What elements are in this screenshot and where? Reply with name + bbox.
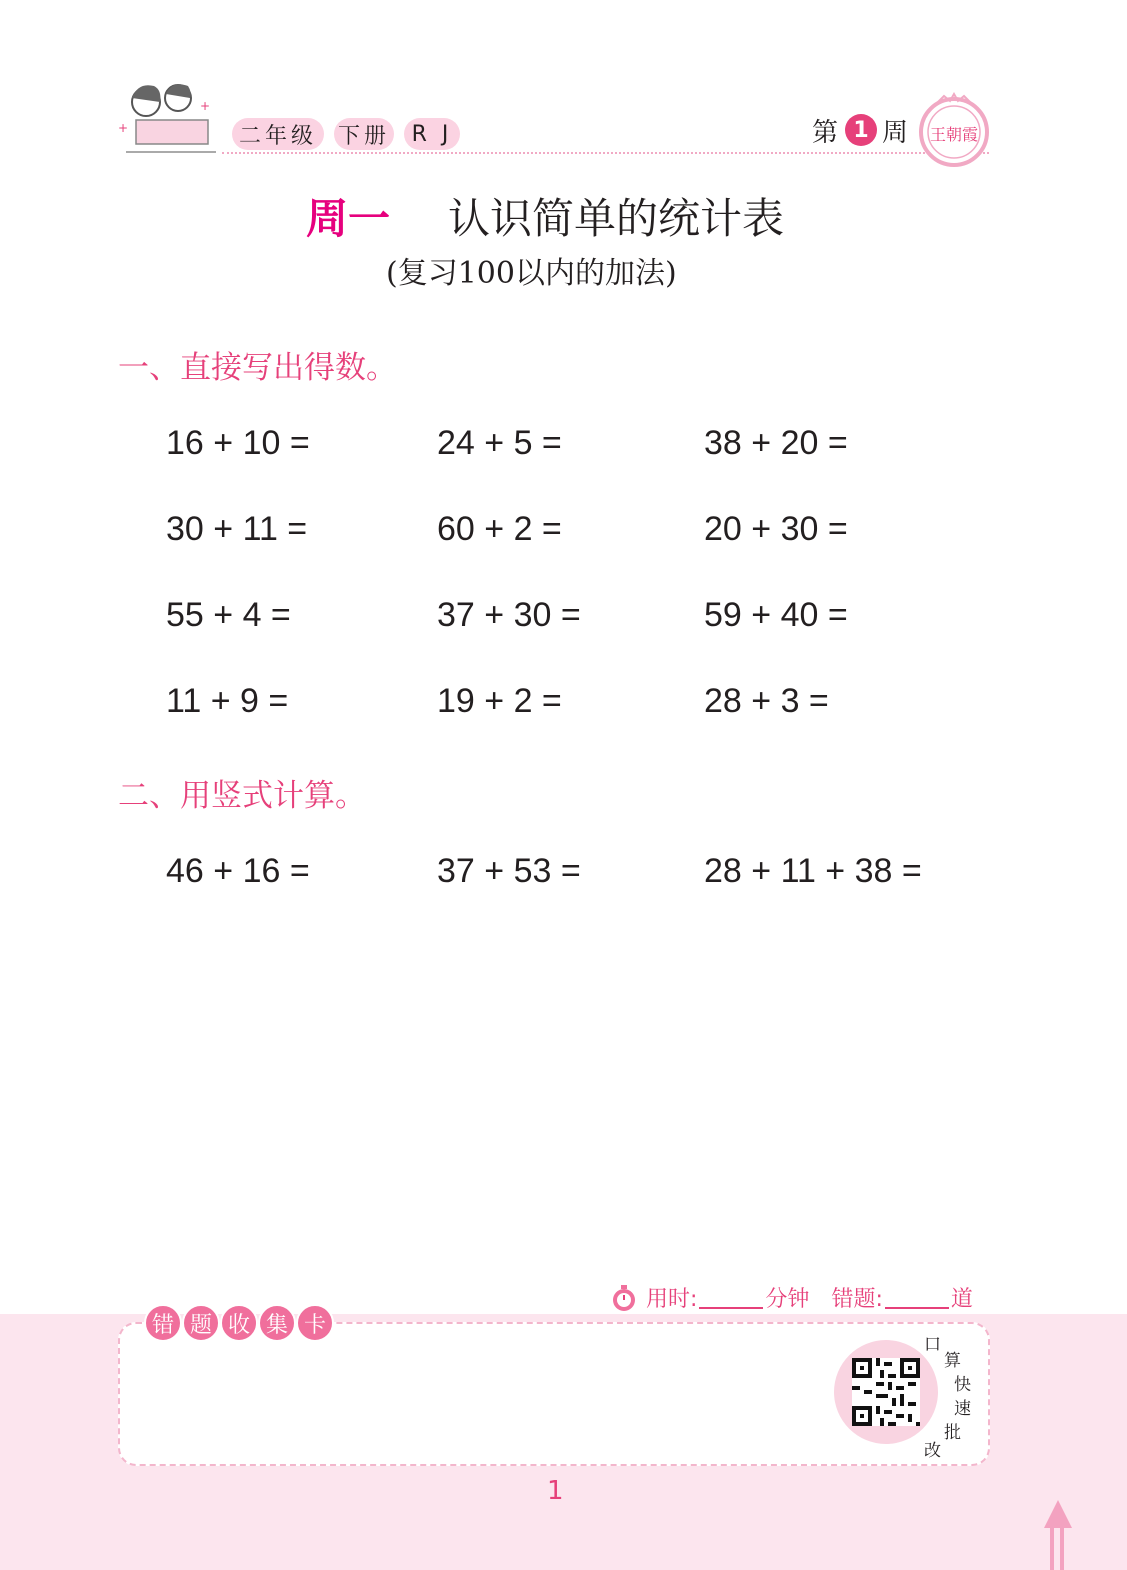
problem: 59 + 40 =	[704, 596, 848, 634]
volume-pill: 下册	[334, 118, 394, 150]
problem: 11 + 9 =	[166, 682, 289, 720]
page-number: 1	[547, 1476, 564, 1506]
scan-text-char: 改	[924, 1441, 941, 1461]
card-title-char: 题	[182, 1304, 220, 1342]
time-label: 用时:	[646, 1287, 698, 1312]
arrow-up-icon	[1040, 1498, 1076, 1570]
problem: 28 + 11 + 38 =	[704, 852, 922, 890]
problem: 16 + 10 =	[166, 424, 310, 462]
problem: 46 + 16 =	[166, 852, 310, 890]
problem: 20 + 30 =	[704, 510, 848, 548]
stopwatch-icon	[610, 1284, 638, 1312]
problem: 37 + 30 =	[437, 596, 581, 634]
problem: 19 + 2 =	[437, 682, 562, 720]
section-2-title: 二、用竖式计算。	[118, 778, 366, 814]
svg-text:+: +	[200, 99, 211, 113]
problem: 60 + 2 =	[437, 510, 562, 548]
scan-text-char: 速	[954, 1399, 971, 1419]
card-title-char: 卡	[296, 1304, 334, 1342]
card-title-char: 错	[144, 1304, 182, 1342]
card-title-char: 集	[258, 1304, 296, 1342]
week-prefix: 第	[812, 118, 839, 148]
scan-text-char: 口	[924, 1335, 941, 1355]
scan-text-char: 批	[944, 1423, 961, 1443]
lesson-day: 周一	[306, 194, 391, 243]
svg-text:+: +	[118, 121, 129, 135]
section-1-title: 一、直接写出得数。	[118, 350, 397, 386]
week-number-badge: 1	[845, 114, 877, 146]
problem: 30 + 11 =	[166, 510, 308, 548]
brand-seal-icon	[916, 92, 992, 168]
scan-text-char: 快	[954, 1375, 971, 1395]
time-record	[610, 1282, 973, 1313]
grade-pill: 二年级	[232, 118, 324, 150]
card-title	[144, 1304, 334, 1342]
edition-pill: R J	[404, 118, 460, 150]
time-blank[interactable]	[699, 1287, 763, 1309]
kids-reading-illustration	[116, 72, 220, 158]
problem: 28 + 3 =	[704, 682, 829, 720]
problem: 55 + 4 =	[166, 596, 291, 634]
svg-text:王朝霞: 王朝霞	[929, 125, 979, 144]
scan-text-char: 算	[944, 1351, 961, 1371]
qr-code-icon[interactable]	[852, 1358, 920, 1426]
errors-label: 错题:	[831, 1287, 883, 1312]
errors-unit: 道	[950, 1287, 973, 1312]
problem: 24 + 5 =	[437, 424, 562, 462]
header-divider	[222, 152, 989, 154]
errors-blank[interactable]	[885, 1287, 949, 1309]
problem: 38 + 20 =	[704, 424, 848, 462]
lesson-subtitle: (复习100以内的加法)	[386, 256, 677, 291]
time-unit: 分钟	[765, 1287, 810, 1312]
problem: 37 + 53 =	[437, 852, 581, 890]
week-suffix: 周	[882, 118, 909, 148]
card-title-char: 收	[220, 1304, 258, 1342]
lesson-title: 认识简单的统计表	[448, 194, 785, 243]
